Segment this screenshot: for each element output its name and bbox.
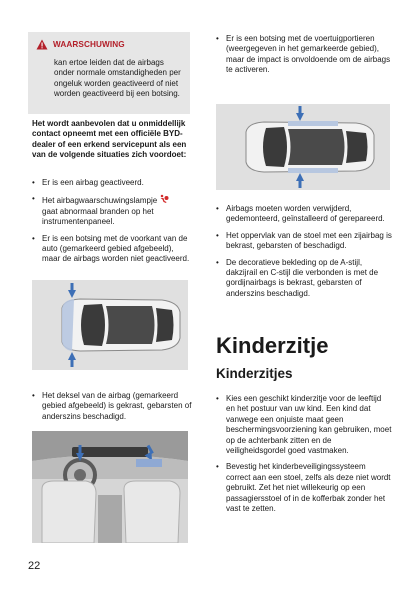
list-item-text: Airbags moeten worden verwijderd, gedemonteerd, geïnstalleerd of gerepareerd. [226, 204, 385, 224]
warning-title: WAARSCHUWING [53, 40, 125, 49]
section-heading: Kinderzitje [216, 333, 329, 358]
right-bullet-list-2 [216, 204, 392, 305]
list-item [32, 391, 192, 422]
list-item [216, 258, 392, 300]
left-bullet-list-1 [32, 178, 192, 271]
list-item-text: Kies een geschikt kinderzitje voor de leeftijd en het postuur van uw kind. Een kind dat vanwege een onjuiste maat geen beschermingsvoorziening kan gebruiken, moet op de achterbank zitten en de veiligheidsgordel goed vastmaken. [226, 394, 392, 456]
warning-header [36, 39, 182, 50]
list-item [216, 462, 392, 514]
list-item [216, 204, 392, 225]
car-top-view-doors-icon [216, 104, 390, 190]
list-item [216, 34, 392, 76]
list-item-text: Het airbagwaarschuwingslampje [42, 196, 158, 206]
airbag-cover-interior-image [32, 431, 188, 543]
list-item-text: gaat abnormaal branden op het instrumentenpaneel. [42, 206, 154, 227]
list-item-text: Er is een airbag geactiveerd. [42, 178, 144, 187]
list-item-text: Het deksel van de airbag (gemarkeerd gebied afgebeeld) is gekrast, gebarsten of anderszins beschadigd. [42, 391, 192, 421]
right-bullet-list-3 [216, 394, 392, 520]
page-number: 22 [28, 560, 41, 572]
car-top-view-icon [32, 280, 188, 370]
intro-paragraph: Het wordt aanbevolen dat u onmiddellijk contact opneemt met een officiële BYD-dealer of een erkend servicepunt als een van de volgende situaties zich voordoet: [32, 119, 187, 160]
warning-triangle-icon [36, 39, 48, 50]
list-item [216, 231, 392, 252]
list-item [32, 194, 192, 227]
left-bullet-list-2 [32, 391, 192, 428]
car-front-collision-image [32, 280, 188, 370]
list-item-text: Bevestig het kinderbeveiligingssysteem correct aan een stoel, zelfs als deze niet wordt gebruikt. Zet het niet willekeurig op een passagiersstoel of in de kofferbak zonder het vast te zetten. [226, 462, 391, 514]
warning-body: kan ertoe leiden dat de airbags onder normale omstandigheden per ongeluk worden geactiveerd of niet worden geactiveerd bij een botsing. [54, 58, 181, 99]
list-item [32, 178, 192, 188]
right-bullet-list-1 [216, 34, 392, 82]
list-item [32, 234, 192, 265]
subsection-heading: Kinderzitjes [216, 366, 293, 381]
airbag-warning-lamp-icon [159, 194, 169, 204]
car-door-collision-image [216, 104, 390, 190]
list-item-text: Het oppervlak van de stoel met een zijairbag is bekrast, gebarsten of beschadigd. [226, 230, 392, 251]
car-interior-icon [32, 431, 188, 543]
list-item-text: De decoratieve bekleding op de A-stijl, dakzijrail en C-stijl die verbonden is met de gordijnairbags is bekrast, gebarsten of anderszins beschadigd. [226, 257, 379, 298]
list-item-text: Er is een botsing met de voorkant van de auto (gemarkeerd gebied afgebeeld), maar de airbags worden niet geactiveerd. [42, 233, 190, 264]
warning-box [28, 32, 190, 114]
list-item [216, 394, 392, 456]
list-item-text: Er is een botsing met de voertuigportieren (weergegeven in het gemarkeerde gebied), maar de impact is onvoldoende om de airbags te activeren. [226, 34, 391, 75]
